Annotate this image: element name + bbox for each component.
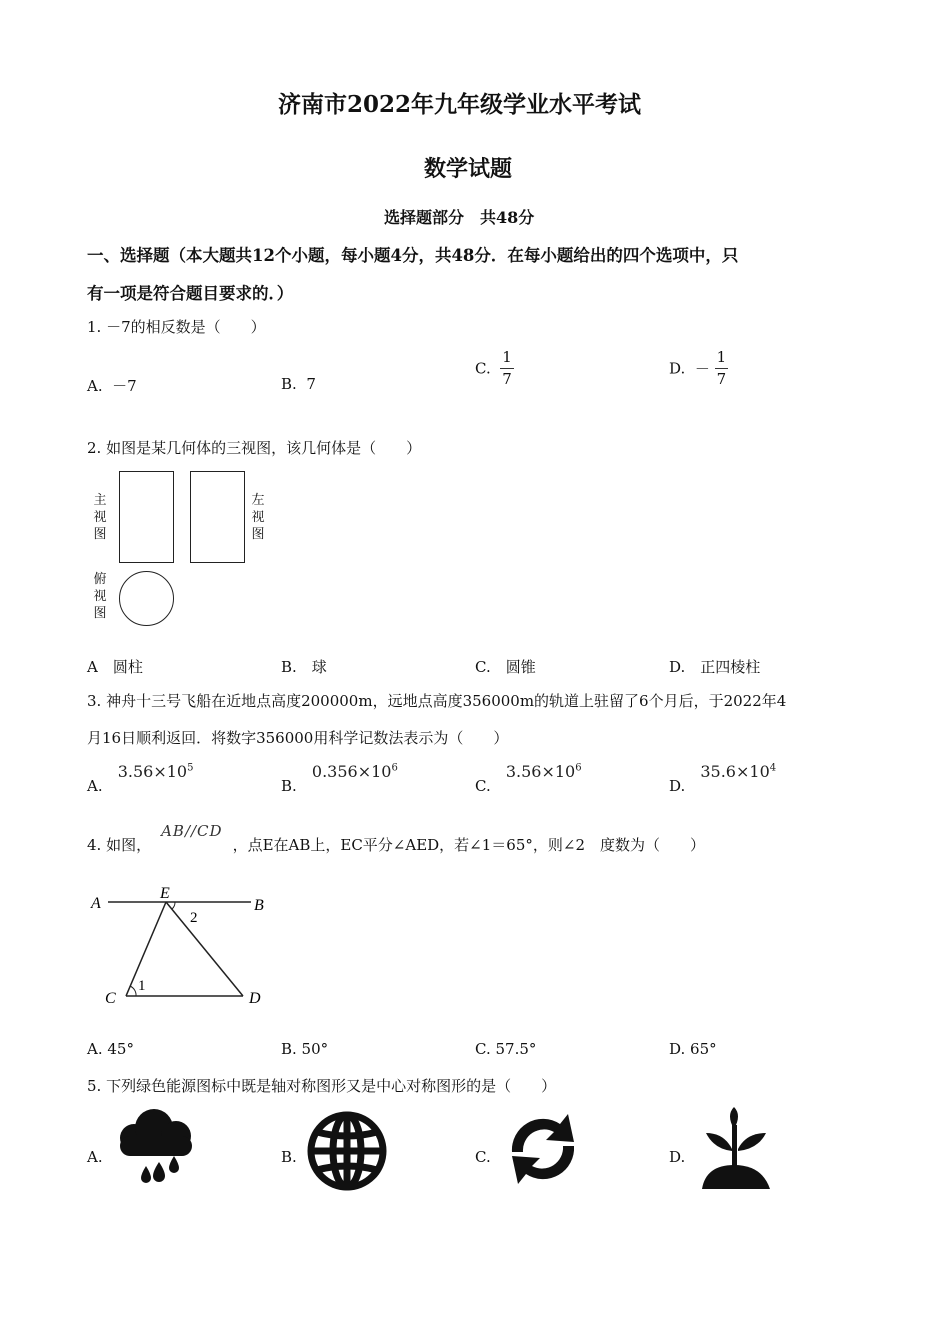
q4-option-a[interactable]: A. 45°: [87, 1040, 134, 1058]
part-header: 选择题部分 共48分: [384, 208, 535, 227]
point-c-label: C: [105, 990, 116, 1007]
left-view-label: 左视图: [251, 493, 265, 542]
exam-subtitle: 数学试题: [424, 156, 513, 182]
front-view-rect: [119, 471, 174, 563]
q4-geometry-figure: [88, 880, 278, 1010]
q4-option-d[interactable]: D. 65°: [669, 1040, 717, 1058]
q5-option-b-label[interactable]: B.: [281, 1148, 297, 1166]
q1-stem: 1. －7的相反数是（ ）: [87, 318, 266, 336]
q4-option-c[interactable]: C. 57.5°: [475, 1040, 537, 1058]
q5-option-d-label[interactable]: D.: [669, 1148, 686, 1166]
q1-option-a[interactable]: [87, 375, 137, 396]
q3-option-c[interactable]: [475, 762, 582, 795]
q1-c-fraction: $\frac{1}{7}$: [502, 348, 512, 388]
segment-ec: [126, 902, 166, 996]
left-view-rect: [190, 471, 245, 563]
q4-prefix: 4. 如图，: [87, 836, 152, 854]
top-view-circle: [119, 571, 174, 626]
q1-d-sign: －: [694, 360, 710, 378]
angle-1-arc: [130, 986, 136, 996]
q1-a-value: －7: [112, 377, 137, 395]
segment-ed: [166, 902, 243, 996]
q1-option-c[interactable]: [475, 350, 514, 387]
q3-d-label: D.: [669, 777, 686, 795]
point-b-label: B: [254, 897, 264, 914]
q1-option-d[interactable]: [669, 350, 728, 387]
q2-option-b[interactable]: B. 球: [281, 658, 327, 676]
q3-option-b[interactable]: [281, 762, 398, 795]
q3-d-value: $35.6\times 10^4$: [700, 762, 777, 781]
q3-option-a[interactable]: [87, 762, 194, 795]
q2-option-c[interactable]: C. 圆锥: [475, 658, 536, 676]
q2-option-a[interactable]: A 圆柱: [87, 658, 143, 676]
q1-d-label: D.: [669, 359, 686, 378]
recycle-arrows-icon: [498, 1108, 588, 1190]
q1-a-label: A.: [87, 377, 103, 395]
top-view-label: 俯视图: [93, 572, 107, 621]
sprout-plant-icon: [696, 1105, 776, 1191]
q3-b-value: $0.356\times 10^6$: [311, 762, 398, 781]
q1-b-label: B.: [281, 375, 297, 393]
q2-option-d[interactable]: D. 正四棱柱: [669, 658, 761, 676]
q4-stem: [87, 822, 705, 855]
angle-2-label: 2: [190, 910, 198, 926]
point-a-label: A: [91, 895, 101, 912]
q3-a-label: A.: [87, 777, 103, 795]
q3-c-value: $3.56\times 10^6$: [505, 762, 582, 781]
point-d-label: D: [249, 990, 261, 1007]
q1-option-b[interactable]: [281, 375, 316, 393]
globe-icon: [306, 1110, 388, 1192]
q5-stem: 5. 下列绿色能源图标中既是轴对称图形又是中心对称图形的是（ ）: [87, 1077, 557, 1095]
exam-title: 济南市2022年九年级学业水平考试: [278, 91, 642, 118]
q5-option-a-label[interactable]: A.: [87, 1148, 103, 1166]
q4-rest: ，点E在AB上，EC平分∠AED，若∠1＝65°，则∠2 度数为（ ）: [232, 836, 705, 854]
q1-b-value: 7: [306, 375, 316, 393]
angle-2-arc: [172, 902, 175, 909]
cloud-rain-icon: [112, 1108, 198, 1190]
q1-c-label: C.: [475, 359, 491, 378]
q3-option-d[interactable]: [669, 762, 777, 795]
q4-formula: AB//CD: [161, 822, 223, 840]
q1-d-fraction: $\frac{1}{7}$: [716, 348, 727, 388]
q2-stem: 2. 如图是某几何体的三视图，该几何体是（ ）: [87, 439, 422, 457]
section-instruction-1: 一、选择题（本大题共12个小题，每小题4分，共48分．在每小题给出的四个选项中，只: [87, 246, 739, 265]
q4-option-b[interactable]: B. 50°: [281, 1040, 329, 1058]
angle-1-label: 1: [138, 978, 146, 994]
q3-stem-1: 3. 神舟十三号飞船在近地点高度200000m，远地点高度356000m的轨道上驻留了6个月后，于2022年4: [87, 692, 787, 710]
point-e-label: E: [160, 885, 170, 902]
q3-a-value: $3.56\times 10^5$: [117, 762, 194, 781]
q3-b-label: B.: [281, 777, 297, 795]
q3-stem-2: 月16日顺利返回．将数字356000用科学记数法表示为（ ）: [87, 729, 509, 747]
q3-c-label: C.: [475, 777, 491, 795]
section-instruction-2: 有一项是符合题目要求的．）: [87, 284, 294, 303]
front-view-label: 主视图: [93, 493, 107, 542]
q5-option-c-label[interactable]: C.: [475, 1148, 491, 1166]
